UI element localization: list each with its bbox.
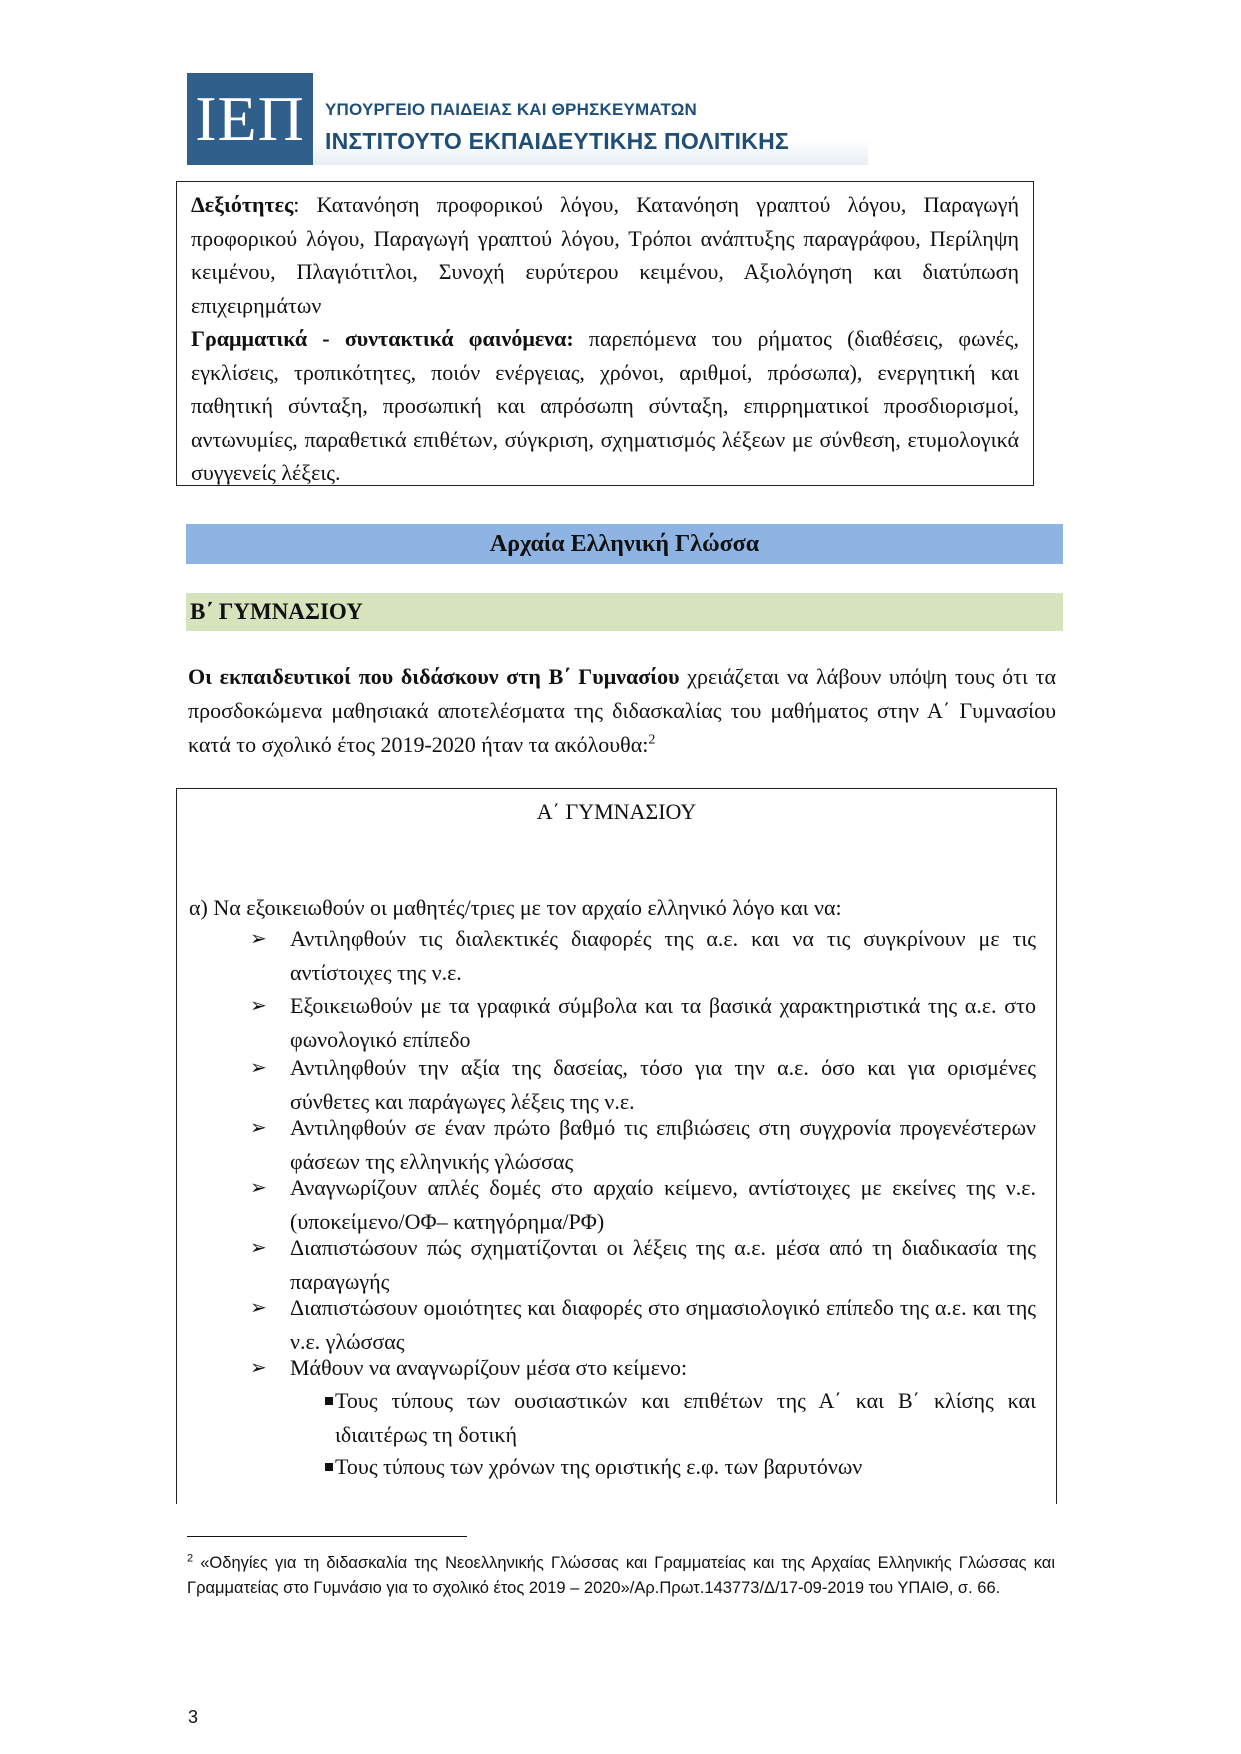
list-item [177,1291,1057,1359]
arrow-bullet-icon: ➢ [250,1297,267,1319]
footnote-reference[interactable]: 2 [648,732,656,748]
square-bullet-icon [325,1397,333,1405]
list-item-text: Αντιληφθούν τις διαλεκτικές διαφορές της α.ε. και να τις συγκρίνουν με τις αντίστοιχες της ν.ε. [290,926,1036,985]
grammar-label: Γραμματικά - συντακτικά φαινόμενα: [191,326,574,351]
skills-box [176,181,1034,486]
list-item [177,922,1057,990]
arrow-bullet-icon: ➢ [250,1357,267,1379]
square-bullet-icon [325,1463,333,1471]
grammar-text: παρεπόμενα του ρήματος (διαθέσεις, φωνές, εγκλίσεις, τροπικότητες, ποιόν ενέργειας, χρόνοι, αριθμοί, πρόσωπα), ενεργητική και παθητική σύνταξη, προσωπική και απρόσωπη σύνταξη, επιρρηματικοί προσδιορισμοί, αντωνυμίες, παραθετικά επιθέτων, σύγκριση, σχηματισμός λέξεων με σύνθεση, ετυμολογικά συγγενείς λέξεις. [191,326,1020,485]
section-title: Αρχαία Ελληνική Γλώσσα [186,524,1063,564]
footnote-text: «Οδηγίες για τη διδασκαλία της Νεοελληνικής Γλώσσας και Γραμματείας και της Αρχαίας Ελληνικής Γλώσσας και Γραμματείας στο Γυμνάσιο για το σχολικό έτος 2019 – 2020»/Αρ.Πρωτ.143773/Δ/17-09-2019 του ΥΠΑΙΘ, σ. 66. [187,1554,1055,1597]
page-number: 3 [188,1707,199,1727]
grammar-paragraph [191,322,1019,490]
intro-paragraph [188,660,1056,762]
list-item [177,1171,1057,1239]
list-item-text: Αντιληφθούν την αξία της δασείας, τόσο για την α.ε. όσο και για ορισμένες σύνθετες και παράγωγες λέξεις της ν.ε. [290,1055,1036,1114]
list-item [177,1111,1057,1179]
sub-list-item [177,1384,1057,1452]
outcomes-title: Α΄ ΓΥΜΝΑΣΙΟΥ [536,799,697,824]
intro-bold: Οι εκπαιδευτικοί που διδάσκουν στη Β΄ Γυμνασίου [188,664,680,689]
list-item [177,989,1057,1057]
arrow-bullet-icon: ➢ [250,995,267,1017]
list-item [177,1231,1057,1299]
list-item [177,1351,1057,1385]
skills-paragraph [191,188,1019,322]
arrow-bullet-icon: ➢ [250,1177,267,1199]
arrow-bullet-icon: ➢ [250,1057,267,1079]
list-item-text: Εξοικειωθούν με τα γραφικά σύμβολα και τα βασικά χαρακτηριστικά της α.ε. στο φωνολογικό επίπεδο [290,993,1036,1052]
outcomes-lead: α) Να εξοικειωθούν οι μαθητές/τριες με τον αρχαίο ελληνικό λόγο και να: [189,895,842,920]
institute-name: ΙΝΣΤΙΤΟΥΤΟ ΕΚΠΑΙΔΕΥΤΙΚΗΣ ΠΟΛΙΤΙΚΗΣ [325,128,789,154]
ministry-name: ΥΠΟΥΡΓΕΙΟ ΠΑΙΔΕΙΑΣ ΚΑΙ ΘΡΗΣΚΕΥΜΑΤΩΝ [325,100,698,119]
skills-text: : Κατανόηση προφορικού λόγου, Κατανόηση γραπτού λόγου, Παραγωγή προφορικού λόγου, Παραγωγή γραπτού λόγου, Τρόποι ανάπτυξης παραγράφου, Περίληψη κειμένου, Πλαγιότιτλοι, Συνοχή ευρύτερου κειμένου, Αξιολόγηση και διατύπωση επιχειρημάτων [191,192,1019,318]
arrow-bullet-icon: ➢ [250,928,267,950]
outcomes-box [176,788,1057,1504]
footnote [187,1551,1055,1601]
skills-label: Δεξιότητες [191,192,294,217]
list-item [177,1051,1057,1119]
list-item-text: Μάθουν να αναγνωρίζουν μέσα στο κείμενο: [290,1355,688,1380]
iep-logo: ΙΕΠ [187,73,313,165]
grade-title: Β΄ ΓΥΜΝΑΣΙΟΥ [186,593,1063,631]
intro-text: χρειάζεται να λάβουν υπόψη τους ότι τα προσδοκώμενα μαθησιακά αποτελέσματα της διδασκαλίας του μαθήματος στην Α΄ Γυμνασίου κατά το σχολικό έτος 2019-2020 ήταν τα ακόλουθα: [188,664,1056,757]
sub-list-item-text: Τους τύπους των χρόνων της οριστικής ε.φ. των βαρυτόνων [335,1454,863,1479]
footnote-separator [187,1536,467,1537]
arrow-bullet-icon: ➢ [250,1117,267,1139]
list-item-text: Διαπιστώσουν πώς σχηματίζονται οι λέξεις της α.ε. μέσα από τη διαδικασία της παραγωγής [290,1235,1036,1294]
list-item-text: Διαπιστώσουν ομοιότητες και διαφορές στο σημασιολογικό επίπεδο της α.ε. και της ν.ε. γλώσσας [290,1295,1036,1354]
list-item-text: Αναγνωρίζουν απλές δομές στο αρχαίο κείμενο, αντίστοιχες με εκείνες της ν.ε. (υποκείμενο/ΟΦ– κατηγόρημα/ΡΦ) [290,1175,1036,1234]
arrow-bullet-icon: ➢ [250,1237,267,1259]
outcomes-list [177,922,1057,1484]
sub-list-item-text: Τους τύπους των ουσιαστικών και επιθέτων της Α΄ και Β΄ κλίσης και ιδιαιτέρως τη δοτική [335,1388,1036,1447]
sub-list-item [177,1450,1057,1484]
footnote-number: 2 [187,1552,194,1565]
list-item-text: Αντιληφθούν σε έναν πρώτο βαθμό τις επιβιώσεις στη συγχρονία προγενέστερων φάσεων της ελληνικής γλώσσας [290,1115,1036,1174]
